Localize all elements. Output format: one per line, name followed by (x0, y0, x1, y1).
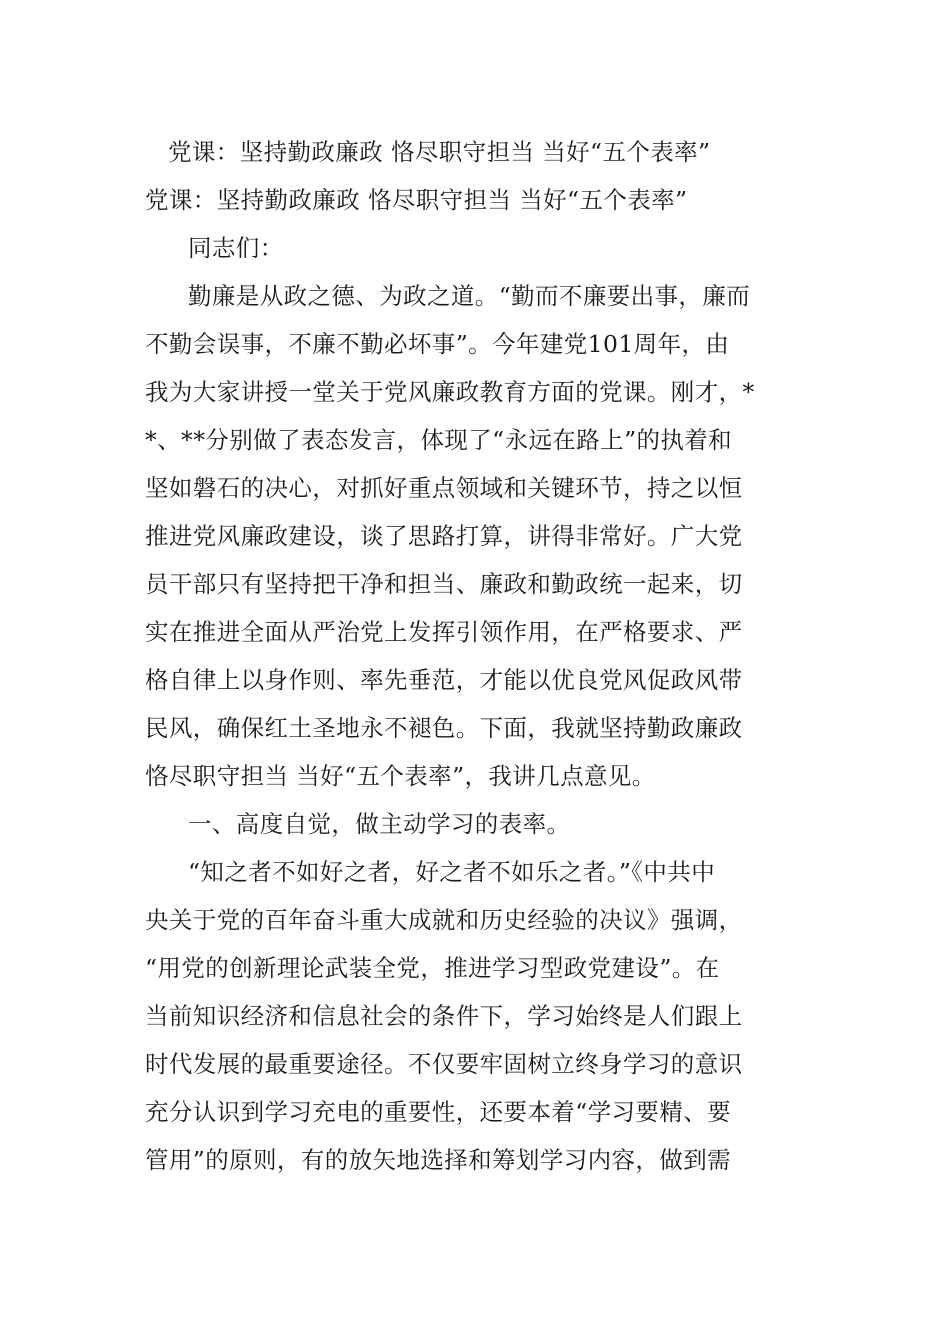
document-body (145, 128, 810, 1184)
paragraph-line: 时代发展的最重要途径。不仅要牢固树立终身学习的意识 (145, 1050, 743, 1078)
paragraph-line: 我为大家讲授一堂关于党风廉政教育方面的党课。刚才，* (145, 378, 755, 406)
section-paragraph (145, 848, 810, 1184)
paragraph-line: 坚如磐石的决心，对抓好重点领域和关键环节，持之以恒 (145, 474, 743, 502)
paragraph-line: 不勤会误事，不廉不勤必坏事”。今年建党101周年，由 (145, 330, 730, 358)
document-subtitle: 党课：坚持勤政廉政 恪尽职守担当 当好“五个表率” (145, 186, 688, 214)
salutation: 同志们： (188, 234, 284, 262)
paragraph-line: 恪尽职守担当 当好“五个表率”，我讲几点意见。 (145, 762, 656, 790)
paragraph-line: 实在推进全面从严治党上发挥引领作用，在严格要求、严 (145, 618, 743, 646)
opening-paragraph (145, 272, 810, 800)
paragraph-line: 推进党风廉政建设，谈了思路打算，讲得非常好。广大党 (145, 522, 743, 550)
paragraph-line: 充分认识到学习充电的重要性，还要本着“学习要精、要 (145, 1098, 732, 1126)
paragraph-line: 管用”的原则，有的放矢地选择和筹划学习内容，做到需 (145, 1146, 732, 1174)
paragraph-line: 员干部只有坚持把干净和担当、廉政和勤政统一起来，切 (145, 570, 743, 598)
section-heading: 一、高度自觉，做主动学习的表率。 (188, 810, 571, 838)
paragraph-line: “用党的创新理论武装全党，推进学习型政党建设”。在 (145, 954, 720, 982)
paragraph-line: “知之者不如好之者，好之者不如乐之者。”《中共中 (188, 858, 716, 886)
paragraph-line: 民风，确保红土圣地永不褪色。下面，我就坚持勤政廉政 (145, 714, 743, 742)
paragraph-line: 格自律上以身作则、率先垂范，才能以优良党风促政风带 (145, 666, 743, 694)
paragraph-line: 央关于党的百年奋斗重大成就和历史经验的决议》强调， (145, 906, 743, 934)
document-title: 党课：坚持勤政廉政 恪尽职守担当 当好“五个表率” (168, 138, 711, 166)
paragraph-line: *、**分别做了表态发言，体现了“永远在路上”的执着和 (145, 426, 733, 454)
paragraph-line: 勤廉是从政之德、为政之道。“勤而不廉要出事，廉而 (188, 282, 751, 310)
paragraph-line: 当前知识经济和信息社会的条件下，学习始终是人们跟上 (145, 1002, 743, 1030)
